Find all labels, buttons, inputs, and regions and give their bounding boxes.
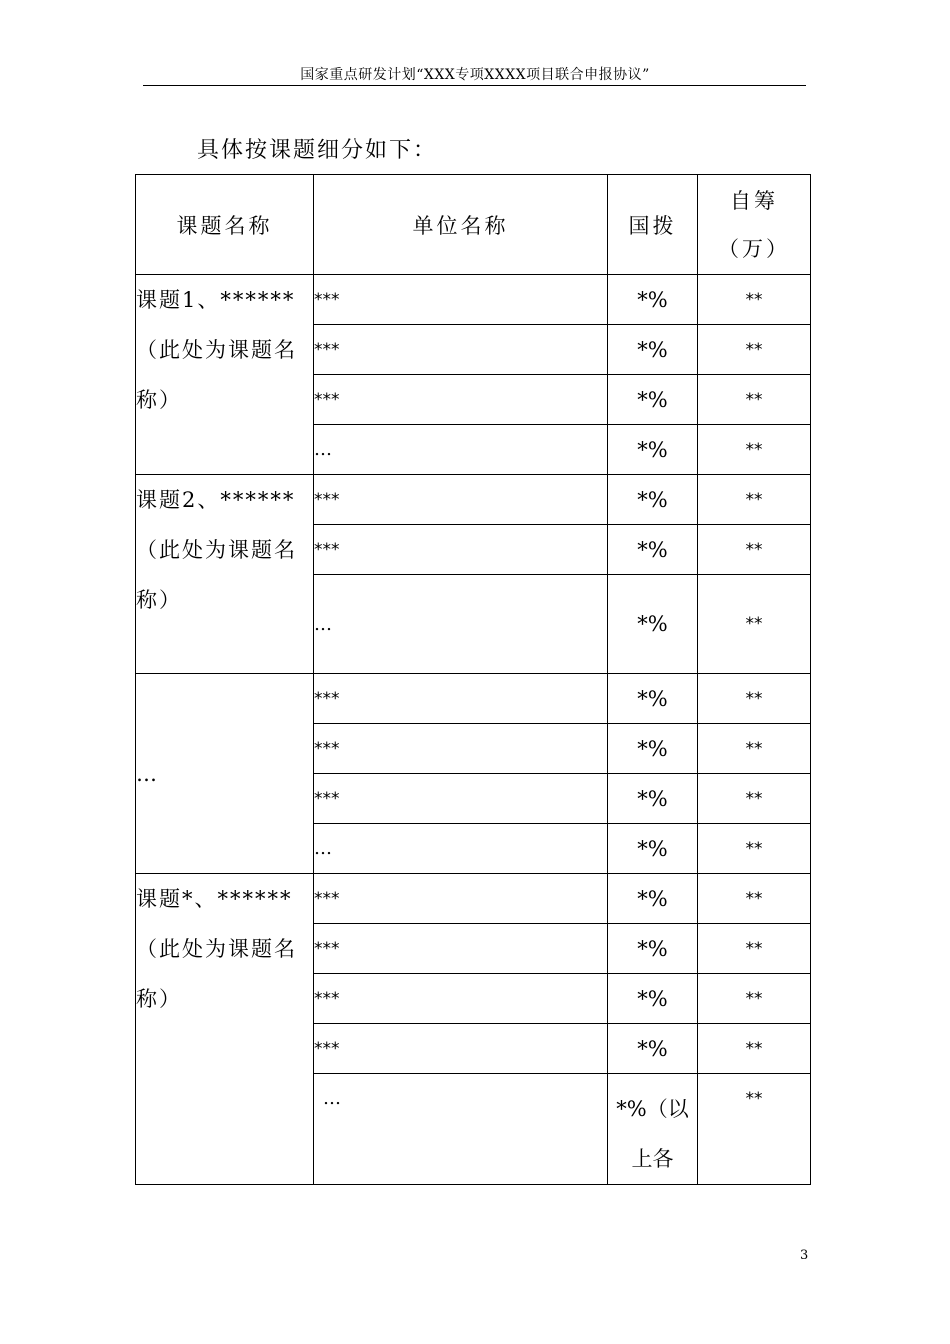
table-row: [136, 874, 811, 924]
topic-allocation-table: [135, 174, 811, 1185]
unit-cell: ***: [314, 1024, 608, 1074]
self-funding-cell: **: [698, 724, 811, 774]
self-funding-cell: **: [698, 325, 811, 375]
page-number: 3: [800, 1248, 809, 1263]
national-pct-cell: *%（以上各: [608, 1074, 698, 1185]
header-national-funding: 国拨: [608, 175, 698, 275]
national-pct-cell: *%: [608, 525, 698, 575]
national-pct-cell: *%: [608, 575, 698, 674]
national-pct-cell: *%: [608, 824, 698, 874]
unit-cell: …: [314, 425, 608, 475]
national-pct-cell: *%: [608, 674, 698, 724]
topic-cell-2: 课题2、******（此处为课题名称）: [136, 475, 314, 674]
national-pct-cell: *%: [608, 275, 698, 325]
topic-cell-3: …: [136, 674, 314, 874]
self-funding-cell: **: [698, 674, 811, 724]
national-pct-cell: *%: [608, 724, 698, 774]
unit-cell: ***: [314, 724, 608, 774]
self-funding-cell: **: [698, 874, 811, 924]
unit-cell: ***: [314, 375, 608, 425]
page-header: 国家重点研发计划“XXX专项XXXX项目联合申报协议”: [300, 67, 650, 83]
self-funding-cell: **: [698, 575, 811, 674]
self-funding-cell: **: [698, 824, 811, 874]
national-pct-cell: *%: [608, 425, 698, 475]
self-funding-cell: **: [698, 774, 811, 824]
self-funding-cell: **: [698, 475, 811, 525]
self-funding-cell: **: [698, 974, 811, 1024]
self-funding-cell: **: [698, 275, 811, 325]
topic-cell-1: 课题1、******（此处为课题名称）: [136, 275, 314, 475]
self-funding-cell: **: [698, 924, 811, 974]
self-funding-cell: **: [698, 525, 811, 575]
unit-cell: ***: [314, 475, 608, 525]
unit-cell: ***: [314, 325, 608, 375]
unit-cell: ***: [314, 525, 608, 575]
self-funding-cell: **: [698, 375, 811, 425]
table-row: [136, 275, 811, 325]
unit-cell: ***: [314, 874, 608, 924]
self-funding-cell: **: [698, 425, 811, 475]
national-pct-cell: *%: [608, 974, 698, 1024]
national-pct-cell: *%: [608, 475, 698, 525]
header-topic-name: 课题名称: [136, 175, 314, 275]
table-header-row: [136, 175, 811, 275]
unit-cell: ***: [314, 275, 608, 325]
unit-cell: …: [314, 1074, 608, 1185]
national-pct-cell: *%: [608, 874, 698, 924]
table-row: [136, 674, 811, 724]
unit-cell: ***: [314, 774, 608, 824]
header-unit-name: 单位名称: [314, 175, 608, 275]
intro-text: 具体按课题细分如下：: [197, 138, 438, 163]
unit-cell: …: [314, 575, 608, 674]
national-pct-cell: *%: [608, 375, 698, 425]
national-pct-cell: *%: [608, 325, 698, 375]
self-funding-cell: **: [698, 1074, 811, 1185]
national-pct-cell: *%: [608, 774, 698, 824]
national-pct-cell: *%: [608, 1024, 698, 1074]
topic-cell-4: 课题*、******（此处为课题名称）: [136, 874, 314, 1185]
unit-cell: ***: [314, 974, 608, 1024]
header-self-funding: 自筹（万）: [698, 175, 811, 275]
unit-cell: ***: [314, 924, 608, 974]
unit-cell: …: [314, 824, 608, 874]
self-funding-cell: **: [698, 1024, 811, 1074]
unit-cell: ***: [314, 674, 608, 724]
header-rule: [143, 85, 806, 86]
national-pct-cell: *%: [608, 924, 698, 974]
table-row: [136, 475, 811, 525]
